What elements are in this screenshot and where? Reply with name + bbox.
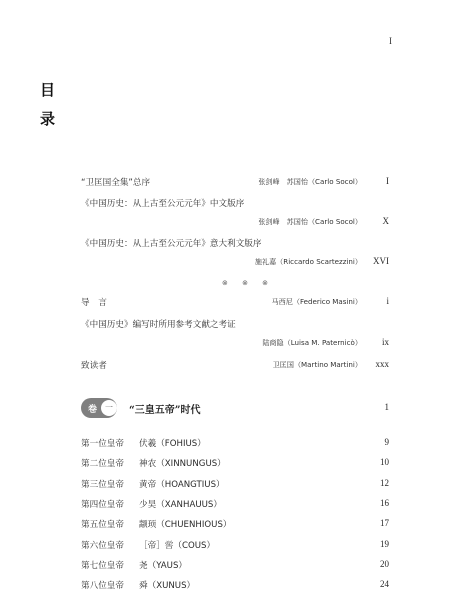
toc-entry-emperor[interactable] xyxy=(81,518,389,532)
entry-title: “卫匡国全集”总序 xyxy=(81,178,151,188)
entry-title: 《中国历史：从上古至公元元年》意大利文版序 xyxy=(81,239,262,249)
emperor-ordinal: 第一位皇帝 xyxy=(81,439,124,449)
toc-entry-emperor[interactable] xyxy=(81,457,389,471)
toc-entry-emperor[interactable] xyxy=(81,478,389,492)
chapter-title: “三皇五帝”时代 xyxy=(129,405,201,416)
volume-badge xyxy=(81,398,117,418)
toc-title xyxy=(40,76,64,134)
emperor-ordinal: 第八位皇帝 xyxy=(81,581,124,591)
entry-author: 陆商隐（Luisa M. Paternicò） xyxy=(262,338,362,347)
emperor-name: 舜（XUNUS） xyxy=(139,581,196,591)
emperor-page: 24 xyxy=(380,579,389,589)
emperor-page: 16 xyxy=(380,498,389,508)
entry-page: xxx xyxy=(375,359,389,369)
emperor-ordinal: 第二位皇帝 xyxy=(81,459,124,469)
toc-entry-emperor[interactable] xyxy=(81,579,389,593)
entry-author: 张剑峰 苏国怡（Carlo Socol） xyxy=(258,217,362,226)
section-ornament: ⊗ ⊗ ⊗ xyxy=(222,279,275,287)
entry-page: I xyxy=(386,176,389,186)
chapter-page: 1 xyxy=(384,402,389,412)
toc-entry-emperor[interactable] xyxy=(81,539,389,553)
entry-page: ix xyxy=(381,337,389,347)
toc-entry-introduction[interactable] xyxy=(81,296,389,310)
entry-author: 马西尼（Federico Masini） xyxy=(271,297,362,306)
emperor-page: 10 xyxy=(380,457,389,467)
emperor-name: 伏羲（FOHIUS） xyxy=(139,439,206,449)
volume-badge-number: 一 xyxy=(101,400,117,416)
toc-title-char-2: 录 xyxy=(40,110,56,128)
toc-entry-to-the-reader[interactable] xyxy=(81,359,389,373)
emperor-page: 12 xyxy=(380,478,389,488)
entry-author: 卫匡国（Martino Martini） xyxy=(272,360,362,369)
entry-page: X xyxy=(382,216,389,226)
emperor-ordinal: 第五位皇帝 xyxy=(81,520,124,530)
emperor-page: 20 xyxy=(380,559,389,569)
entry-title: 《中国历史》编写时所用参考文献之考证 xyxy=(81,320,236,330)
toc-entry-general-preface[interactable] xyxy=(81,176,389,190)
emperor-name: 尧（YAUS） xyxy=(139,561,187,571)
toc-title-char-1: 目 xyxy=(40,81,56,99)
emperor-page: 19 xyxy=(380,539,389,549)
toc-entry-emperor[interactable] xyxy=(81,559,389,573)
emperor-name: 少昊（XANHAUUS） xyxy=(139,500,222,510)
emperor-page: 9 xyxy=(384,437,389,447)
entry-title: 导 言 xyxy=(81,298,107,308)
emperor-ordinal: 第七位皇帝 xyxy=(81,561,124,571)
emperor-ordinal: 第六位皇帝 xyxy=(81,541,124,551)
entry-title: 《中国历史：从上古至公元元年》中文版序 xyxy=(81,199,245,209)
entry-page: XVI xyxy=(373,256,389,266)
emperor-ordinal: 第三位皇帝 xyxy=(81,480,124,490)
toc-entry-chinese-edition-preface[interactable] xyxy=(81,197,389,231)
volume-badge-label: 卷 xyxy=(88,405,98,415)
emperor-ordinal: 第四位皇帝 xyxy=(81,500,124,510)
toc-entry-references-study[interactable] xyxy=(81,318,389,352)
emperor-name: 黄帝（HOANGTIUS） xyxy=(139,480,225,490)
toc-entry-italian-edition-preface[interactable] xyxy=(81,237,389,271)
toc-entry-emperor[interactable] xyxy=(81,437,389,451)
entry-title: 致读者 xyxy=(81,361,107,371)
emperor-name: ［帝］喾（COUS） xyxy=(139,541,216,551)
emperor-name: 颛顼（CHUENHIOUS） xyxy=(139,520,232,530)
chapter-heading[interactable] xyxy=(81,397,389,421)
entry-page: i xyxy=(386,296,389,306)
emperor-page: 17 xyxy=(380,518,389,528)
page-number: I xyxy=(389,36,392,46)
entry-author: 张剑峰 苏国怡（Carlo Socol） xyxy=(258,177,362,186)
entry-author: 施礼嘉（Riccardo Scartezzini） xyxy=(254,257,362,266)
toc-entry-emperor[interactable] xyxy=(81,498,389,512)
emperor-name: 神农（XINNUNGUS） xyxy=(139,459,226,469)
